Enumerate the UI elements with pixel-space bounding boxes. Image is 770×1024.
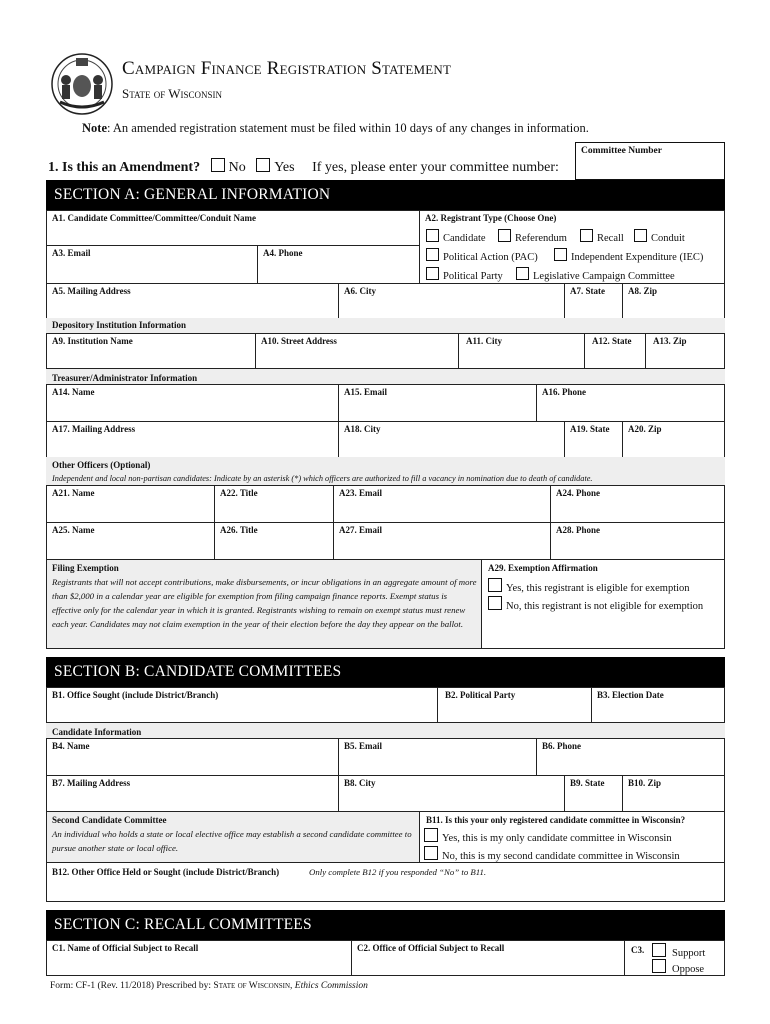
a16-phone-field[interactable]: A16. Phone [536,384,725,422]
b8-city-field[interactable]: B8. City [338,775,565,812]
c3-support-oppose: C3. Support Oppose [624,940,725,976]
pac-checkbox[interactable] [426,248,439,261]
b9-state-field[interactable]: B9. State [564,775,623,812]
section-a-heading: SECTION A: GENERAL INFORMATION [46,180,725,210]
amendment-yes-checkbox[interactable] [256,158,270,172]
a25-name-field[interactable]: A25. Name [46,522,215,560]
iec-checkbox[interactable] [554,248,567,261]
a10-street-field[interactable]: A10. Street Address [255,333,459,369]
a23-email-field[interactable]: A23. Email [333,485,551,523]
b2-party-field[interactable]: B2. Political Party [437,687,592,723]
candidate-info-heading: Candidate Information [52,727,142,737]
a12-state-field[interactable]: A12. State [584,333,646,369]
a7-state-field[interactable]: A7. State [564,283,623,319]
a11-city-field[interactable]: A11. City [458,333,585,369]
committee-number-field[interactable]: Committee Number [575,142,725,180]
a6-city-field[interactable]: A6. City [338,283,565,319]
a3-email-field[interactable]: A3. Email [46,245,258,284]
form-footer: Form: CF-1 (Rev. 11/2018) Prescribed by: State of Wisconsin, Ethics Commission [50,981,368,991]
b12-other-office-field[interactable]: B12. Other Office Held or Sought (include District/Branch) Only complete B12 if you responded “No” to B11. [46,862,725,902]
b11-only-committee: B11. Is this your only registered candidate committee in Wisconsin? Yes, this is my only candidate committee in Wisconsin No, this is my second candidate committee in Wisconsin [419,811,725,863]
a24-phone-field[interactable]: A24. Phone [550,485,725,523]
form-subtitle: State of Wisconsin [122,86,223,101]
second-committee-info: Second Candidate Committee An individual who holds a state or local elective office may establish a second candidate committee to pursue another state or local office. [46,811,420,863]
amendment-question: 1. Is this an Amendment? No Yes If yes, please enter your committee number: [48,160,559,175]
referendum-checkbox[interactable] [498,229,511,242]
b11-yes-checkbox[interactable] [424,828,438,842]
support-checkbox[interactable] [652,943,666,957]
a17-address-field[interactable]: A17. Mailing Address [46,421,339,458]
a14-name-field[interactable]: A14. Name [46,384,339,422]
a4-phone-field[interactable]: A4. Phone [257,245,420,284]
legislative-committee-checkbox[interactable] [516,267,529,280]
exemption-no-checkbox[interactable] [488,596,502,610]
b6-phone-field[interactable]: B6. Phone [536,738,725,776]
recall-checkbox[interactable] [580,229,593,242]
section-b-heading: SECTION B: CANDIDATE COMMITTEES [46,657,725,687]
section-c-heading: SECTION C: RECALL COMMITTEES [46,910,725,940]
amendment-no-checkbox[interactable] [211,158,225,172]
a5-address-field[interactable]: A5. Mailing Address [46,283,339,319]
conduit-checkbox[interactable] [634,229,647,242]
candidate-checkbox[interactable] [426,229,439,242]
a28-phone-field[interactable]: A28. Phone [550,522,725,560]
b7-address-field[interactable]: B7. Mailing Address [46,775,339,812]
officers-heading: Other Officers (Optional) [52,460,151,470]
c2-official-office-field[interactable]: C2. Office of Official Subject to Recall [351,940,625,976]
treasurer-heading: Treasurer/Administrator Information [52,373,198,383]
b5-email-field[interactable]: B5. Email [338,738,537,776]
a2-registrant-type: A2. Registrant Type (Choose One) Candidate Referendum Recall Conduit Political Action (PAC) Independent Expenditure (IEC) Political Party Legislative Campaign Committee [419,210,725,284]
a26-title-field[interactable]: A26. Title [214,522,334,560]
a22-title-field[interactable]: A22. Title [214,485,334,523]
a20-zip-field[interactable]: A20. Zip [622,421,725,458]
c1-official-name-field[interactable]: C1. Name of Official Subject to Recall [46,940,352,976]
b1-office-field[interactable]: B1. Office Sought (include District/Branch) [46,687,438,723]
wisconsin-state-seal [46,46,118,118]
a8-zip-field[interactable]: A8. Zip [622,283,725,319]
political-party-checkbox[interactable] [426,267,439,280]
a29-exemption-affirmation: A29. Exemption Affirmation Yes, this registrant is eligible for exemption No, this registrant is not eligible for exemption [481,559,725,649]
filing-exemption-info: Filing Exemption Registrants that will not accept contributions, make disbursements, or incur obligations in an aggregate amount of more than $2,000 in a calendar year are eligible for exemption from filing campaign finance reports. Exempt status is effective only for the calendar year in which it is granted. Registrants wishing to remain on exempt status must renew each year. Candidates may not claim exemption in the year of their election before the day they appear on the ballot. [46,559,482,649]
amendment-note: Note: An amended registration statement must be filed within 10 days of any changes in information. [82,121,589,135]
b3-election-date-field[interactable]: B3. Election Date [591,687,725,723]
oppose-checkbox[interactable] [652,959,666,973]
a9-institution-field[interactable]: A9. Institution Name [46,333,256,369]
depository-heading: Depository Institution Information [52,320,187,330]
b10-zip-field[interactable]: B10. Zip [622,775,725,812]
a19-state-field[interactable]: A19. State [564,421,623,458]
a13-zip-field[interactable]: A13. Zip [645,333,725,369]
a15-email-field[interactable]: A15. Email [338,384,537,422]
form-title: Campaign Finance Registration Statement [122,58,452,79]
a27-email-field[interactable]: A27. Email [333,522,551,560]
a21-name-field[interactable]: A21. Name [46,485,215,523]
a1-name-field[interactable]: A1. Candidate Committee/Committee/Conduit Name [46,210,420,246]
exemption-yes-checkbox[interactable] [488,578,502,592]
officers-note: Independent and local non-partisan candidates: Indicate by an asterisk (*) which officers are authorized to fill a vacancy in nomination due to death of candidate. [52,474,593,483]
a18-city-field[interactable]: A18. City [338,421,565,458]
b4-name-field[interactable]: B4. Name [46,738,339,776]
b11-no-checkbox[interactable] [424,846,438,860]
